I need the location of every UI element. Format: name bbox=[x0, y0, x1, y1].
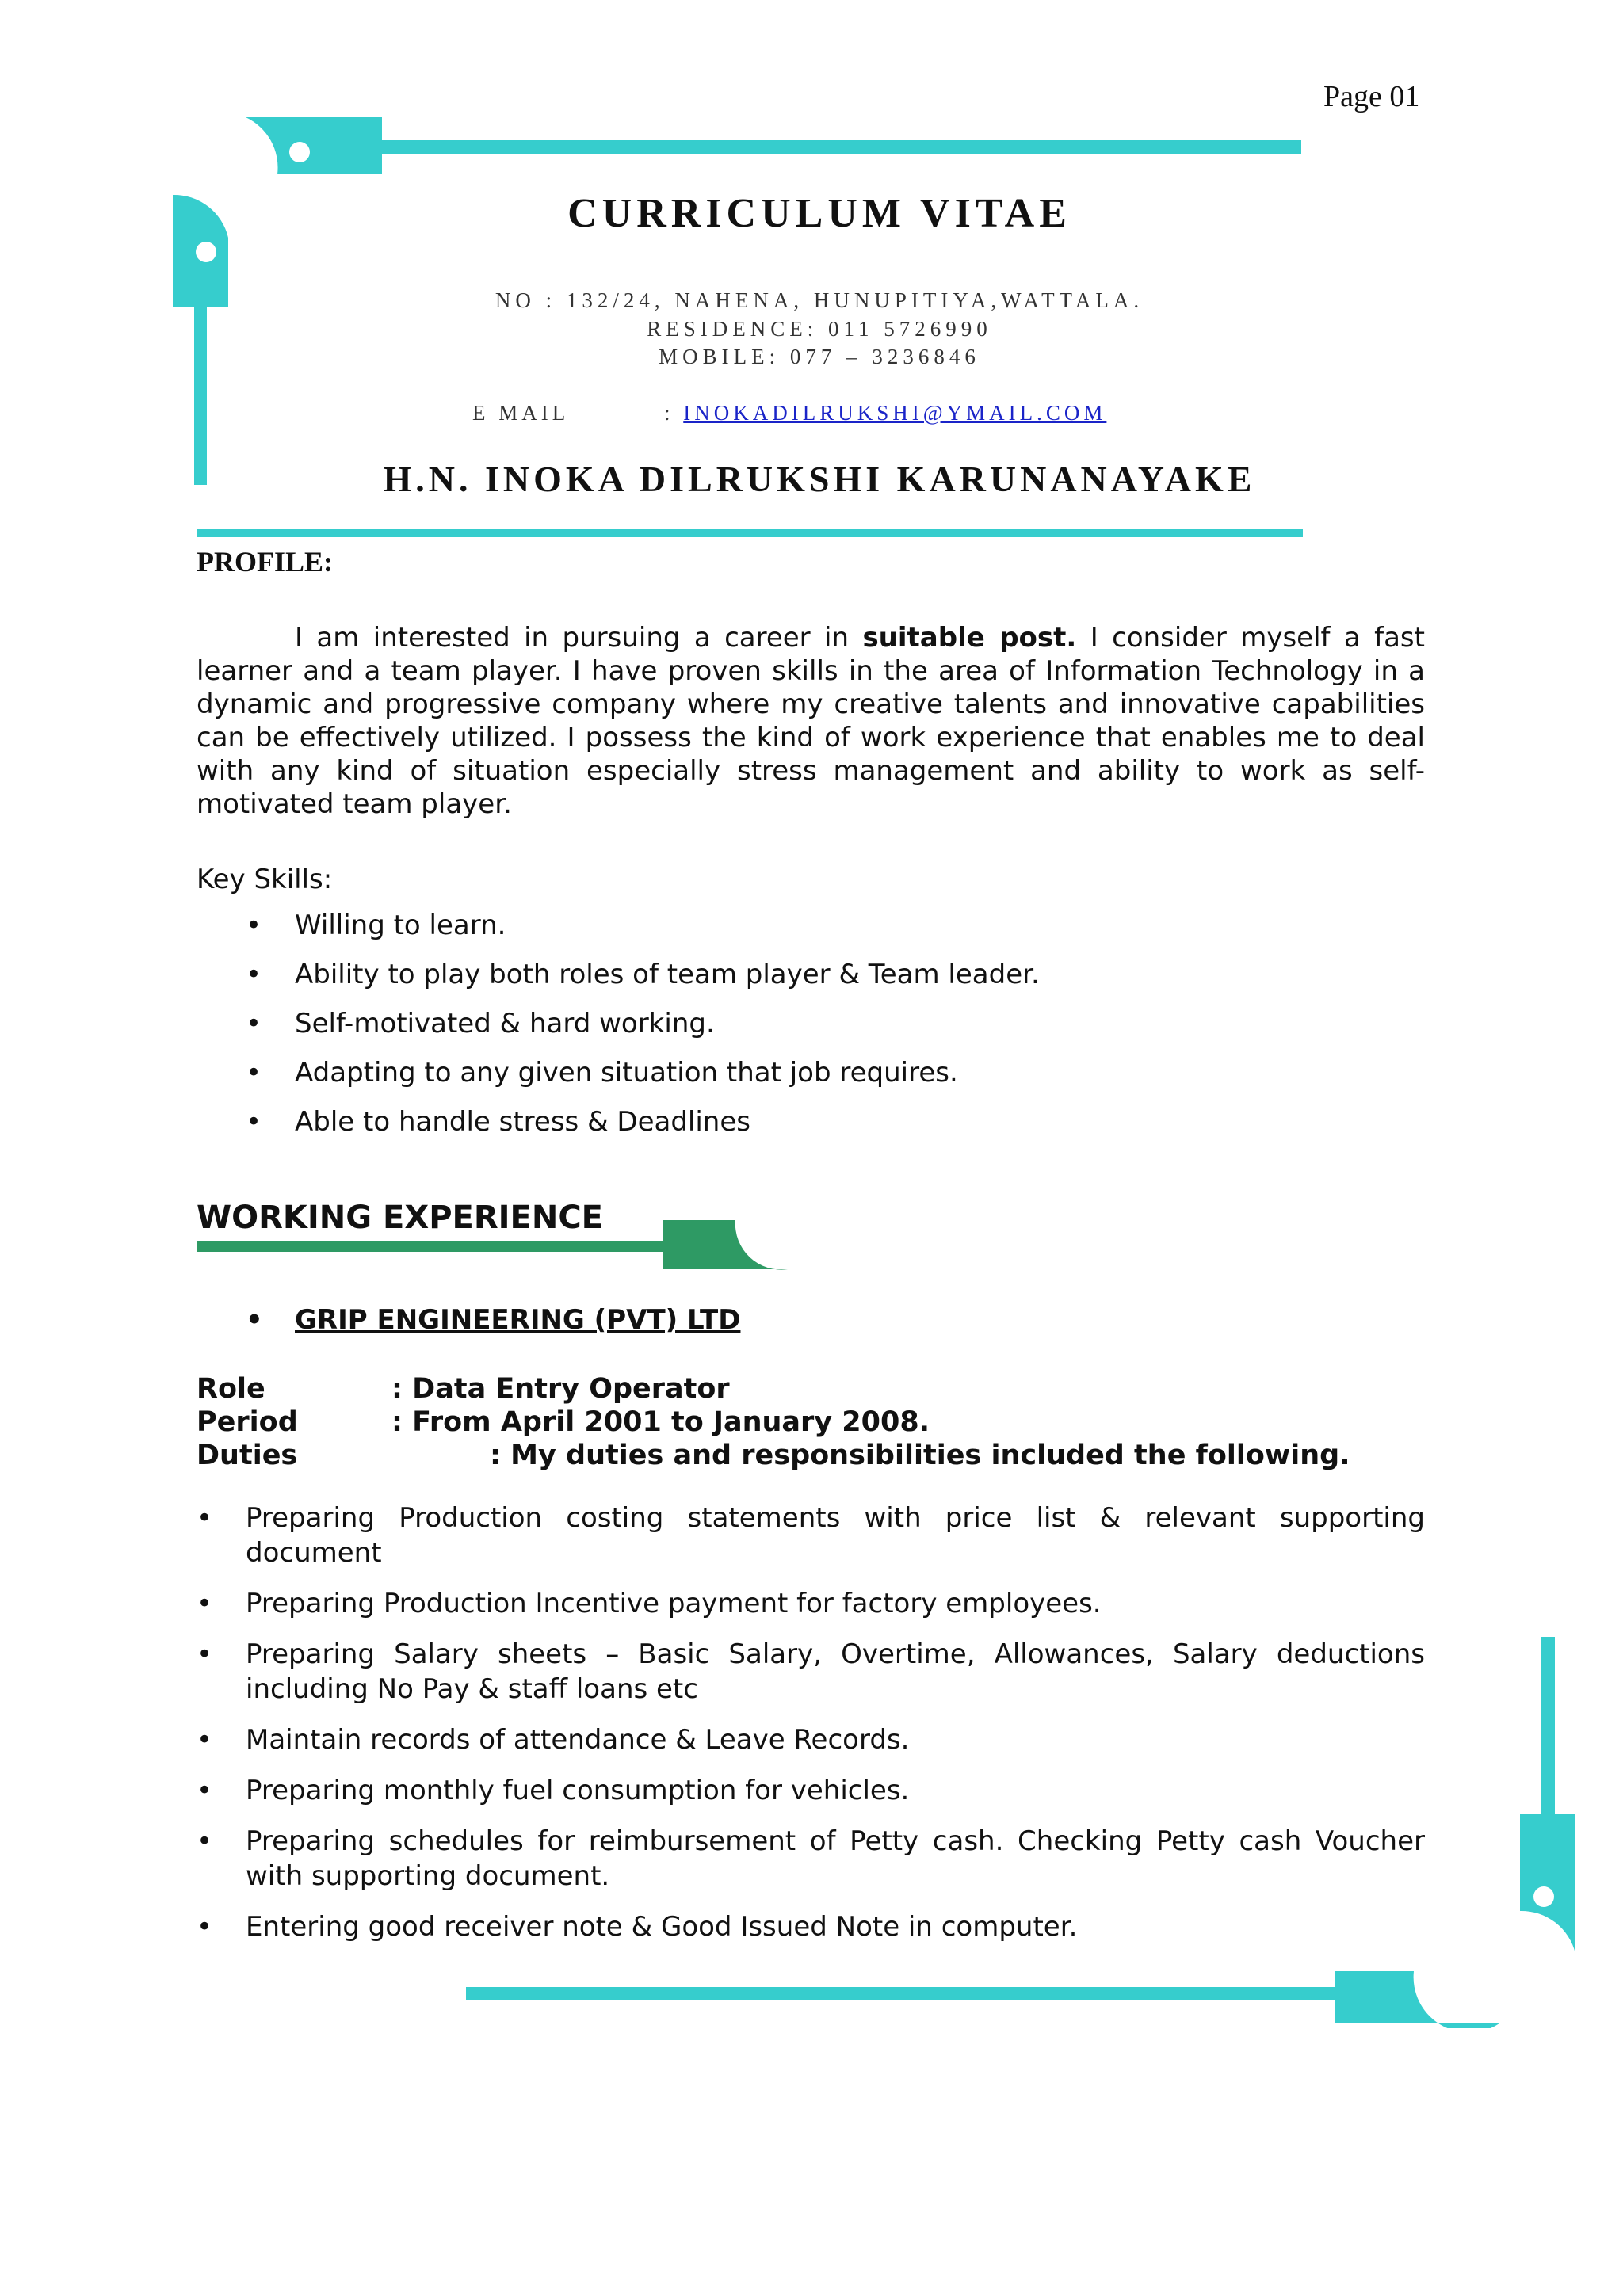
bullet: • bbox=[246, 1304, 263, 1336]
role-label: Role bbox=[197, 1373, 265, 1405]
list-item: • Preparing Production Incentive payment for factory employees. bbox=[197, 1586, 1425, 1621]
period-value: : From April 2001 to January 2008. bbox=[391, 1406, 930, 1438]
list-item: • Maintain records of attendance & Leave Records. bbox=[197, 1722, 1425, 1757]
candidate-name: H.N. INOKA DILRUKSHI KARUNANAYAKE bbox=[383, 459, 1256, 499]
residence-phone: RESIDENCE: 011 5726990 bbox=[647, 317, 992, 341]
list-item: • Self-motivated & hard working. bbox=[246, 1008, 1040, 1057]
right-decoration bbox=[1514, 1634, 1577, 1958]
company-name: GRIP ENGINEERING (PVT) LTD bbox=[295, 1304, 741, 1336]
profile-text-rest: I consider myself a fast learner and a team player. I have proven skills in the area of Information Technology in a dynamic and progressive company where my creative talents and innovative capabilities can be effectively utilized. I possess the kind of work experience that enables me to deal with any kind of situation especially stress management and ability to work as self-motivated team player. bbox=[197, 622, 1425, 820]
profile-text-start: I am interested in pursuing a career in bbox=[295, 622, 863, 654]
email-separator: : bbox=[664, 401, 674, 425]
header-divider bbox=[197, 529, 1303, 537]
address: NO : 132/24, NAHENA, HUNUPITIYA,WATTALA. bbox=[495, 288, 1144, 312]
period-label: Period bbox=[197, 1406, 298, 1438]
duties-label: Duties bbox=[197, 1440, 298, 1471]
profile-paragraph bbox=[197, 621, 1425, 821]
mobile-phone: MOBILE: 077 – 3236846 bbox=[659, 345, 980, 368]
list-item: • Ability to play both roles of team player & Team leader. bbox=[246, 959, 1040, 1008]
profile-heading: PROFILE: bbox=[197, 546, 334, 578]
bottom-decoration bbox=[463, 1965, 1509, 2028]
duties-list bbox=[197, 1501, 1425, 1960]
duties-value: : My duties and responsibilities included the following. bbox=[490, 1440, 1350, 1471]
role-value: : Data Entry Operator bbox=[391, 1373, 730, 1405]
list-item: • Preparing Production costing statements with price list & relevant supporting document bbox=[197, 1501, 1425, 1570]
list-item: • Preparing monthly fuel consumption for vehicles. bbox=[197, 1773, 1425, 1808]
key-skills-list bbox=[246, 910, 1040, 1155]
list-item: • Willing to learn. bbox=[246, 910, 1040, 959]
list-item: • Adapting to any given situation that job requires. bbox=[246, 1057, 1040, 1106]
list-item: • Entering good receiver note & Good Issued Note in computer. bbox=[197, 1909, 1425, 1944]
list-item: • Preparing schedules for reimbursement of Petty cash. Checking Petty cash Voucher with supporting document. bbox=[197, 1824, 1425, 1894]
page-number: Page 01 bbox=[1323, 80, 1420, 113]
list-item: • Preparing Salary sheets – Basic Salary, Overtime, Allowances, Salary deductions including No Pay & staff loans etc bbox=[197, 1637, 1425, 1707]
profile-text-bold: suitable post. bbox=[862, 622, 1077, 654]
top-decoration bbox=[238, 111, 1308, 182]
email-link[interactable]: INOKADILRUKSHI@YMAIL.COM bbox=[683, 401, 1107, 425]
experience-heading: WORKING EXPERIENCE bbox=[197, 1199, 604, 1236]
key-skills-label: Key Skills: bbox=[197, 864, 333, 895]
document-title: CURRICULUM VITAE bbox=[567, 191, 1071, 236]
email-label: E MAIL bbox=[472, 401, 570, 425]
email-row bbox=[664, 401, 1106, 425]
list-item: • Able to handle stress & Deadlines bbox=[246, 1106, 1040, 1155]
